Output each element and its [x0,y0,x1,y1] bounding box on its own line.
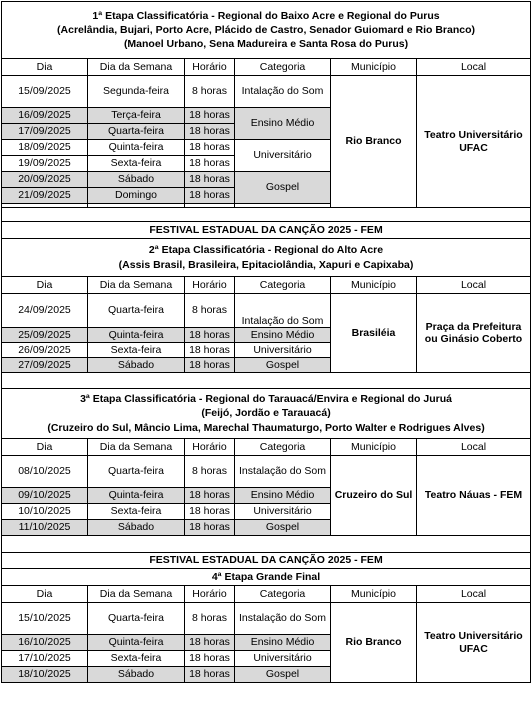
stage2-title-line-1: 2ª Etapa Classificatória - Regional do Alto Acre [148,244,384,257]
cell-horario: 18 horas [185,343,235,358]
cell-semana: Quinta-feira [88,328,185,343]
cell-horario: 18 horas [185,188,235,204]
stage1-title-line-2: (Acrelândia, Bujari, Porto Acre, Plácido de Castro, Senador Guiomard e Rio Branco) [57,23,475,36]
cell-categoria: Gospel [235,667,331,683]
cell-semana: Sábado [88,172,185,188]
header-categoria: Categoria [235,586,331,603]
header-row [2,59,531,76]
header-local: Local [417,277,531,294]
header-dia: Dia [2,586,88,603]
cell-dia: 21/09/2025 [2,188,88,204]
cell-categoria: Universitário [235,651,331,667]
header-local: Local [417,59,531,76]
cell-categoria: Gospel [235,520,331,536]
cell-semana: Quinta-feira [88,635,185,651]
cell-semana: Sábado [88,520,185,536]
cell-categoria: Ensino Médio [235,328,331,343]
cell-semana: Terça-feira [88,108,185,124]
cell-local [417,294,531,373]
cell-categoria: Instalação do Som [235,456,331,488]
cell-dia: 16/09/2025 [2,108,88,124]
cell-semana: Sexta-feira [88,651,185,667]
local-line-1: Praça da Prefeitura [425,320,522,333]
festival-label: FESTIVAL ESTADUAL DA CANÇÃO 2025 - FEM [2,553,531,569]
cell-municipio: Rio Branco [331,76,417,208]
cell-dia: 26/09/2025 [2,343,88,358]
festival-label: FESTIVAL ESTADUAL DA CANÇÃO 2025 - FEM [2,222,531,239]
cell-semana: Quarta-feira [88,124,185,140]
cell-categoria: Gospel [235,172,331,204]
cell-dia: 09/10/2025 [2,488,88,504]
local-line-2: ou Ginásio Coberto [424,333,523,345]
schedule-table [1,1,531,683]
cell-horario: 18 horas [185,358,235,373]
cell-semana: Sábado [88,358,185,373]
cell-dia: 15/10/2025 [2,603,88,635]
cell-local: Teatro Náuas - FEM [417,456,531,536]
cell-horario: 8 horas [185,456,235,488]
cell-semana: Sexta-feira [88,343,185,358]
header-categoria: Categoria [235,277,331,294]
cell-dia: 10/10/2025 [2,504,88,520]
stage1-title-line-3: (Manoel Urbano, Sena Madureira e Santa Rosa do Purus) [123,38,409,51]
cell-dia: 17/10/2025 [2,651,88,667]
cell-semana: Quarta-feira [88,294,185,328]
cell-semana: Sábado [88,667,185,683]
header-dia-semana: Dia da Semana [88,586,185,603]
header-horario: Horário [185,59,235,76]
cell-categoria: Universitário [235,504,331,520]
cell-semana: Segunda-feira [88,76,185,108]
cell-semana: Quarta-feira [88,603,185,635]
stage4-title: 4ª Etapa Grande Final [2,569,531,586]
cell-dia: 17/09/2025 [2,124,88,140]
cell-municipio: Rio Branco [331,603,417,683]
header-dia-semana: Dia da Semana [88,277,185,294]
cell-horario: 18 horas [185,488,235,504]
cell-categoria: Ensino Médio [235,108,331,140]
table-row [2,76,531,108]
cell-categoria: Ensino Médio [235,635,331,651]
header-horario: Horário [185,586,235,603]
gap-row [2,373,531,389]
cell-dia: 24/09/2025 [2,294,88,328]
cell-semana: Quarta-feira [88,456,185,488]
cell-horario: 18 horas [185,156,235,172]
cell-local [417,76,531,208]
cell-horario: 8 horas [185,76,235,108]
cell-categoria: Intalação do Som [235,294,331,328]
cell-semana: Sexta-feira [88,156,185,172]
stage4-title-row [2,569,531,586]
local-line-1: Teatro Universitário [424,630,523,643]
cell-horario: 18 horas [185,635,235,651]
cell-dia: 25/09/2025 [2,328,88,343]
header-municipio: Município [331,439,417,456]
cell-horario: 18 horas [185,172,235,188]
cell-dia: 11/10/2025 [2,520,88,536]
cell-municipio: Brasiléia [331,294,417,373]
header-categoria: Categoria [235,59,331,76]
cell-semana: Domingo [88,188,185,204]
header-horario: Horário [185,439,235,456]
cell-dia: 18/10/2025 [2,667,88,683]
stage3-title-line-1: 3ª Etapa Classificatória - Regional do Tarauacá/Envira e Regional do Juruá [80,393,452,406]
stage1-title-row [2,2,531,59]
local-line-1: Teatro Universitário [424,129,523,142]
cell-semana: Quinta-feira [88,488,185,504]
cell-horario: 18 horas [185,651,235,667]
header-dia-semana: Dia da Semana [88,439,185,456]
header-dia: Dia [2,59,88,76]
header-local: Local [417,439,531,456]
gap-row [2,208,531,222]
cell-local [417,603,531,683]
cell-municipio: Cruzeiro do Sul [331,456,417,536]
cell-dia: 18/09/2025 [2,140,88,156]
header-municipio: Município [331,277,417,294]
header-row [2,586,531,603]
stage3-title-line-3: (Cruzeiro do Sul, Mâncio Lima, Marechal Thaumaturgo, Porto Walter e Rodrigues Alves) [47,421,485,434]
header-row [2,439,531,456]
cell-categoria: Intalação do Som [235,76,331,108]
cell-dia: 16/10/2025 [2,635,88,651]
cell-horario: 8 horas [185,603,235,635]
stage2-title-row [2,239,531,277]
cell-dia: 08/10/2025 [2,456,88,488]
header-dia: Dia [2,439,88,456]
stage1-title-line-1: 1ª Etapa Classificatória - Regional do Baixo Acre e Regional do Purus [92,9,440,22]
cell-semana: Quinta-feira [88,140,185,156]
table-row [2,294,531,328]
header-dia: Dia [2,277,88,294]
cell-horario: 18 horas [185,124,235,140]
stage2-title-line-2: (Assis Brasil, Brasileira, Epitaciolândia, Xapuri e Capixaba) [118,258,414,271]
header-municipio: Município [331,586,417,603]
header-categoria: Categoria [235,439,331,456]
cell-horario: 18 horas [185,108,235,124]
cell-dia: 15/09/2025 [2,76,88,108]
local-line-2: UFAC [459,642,488,655]
cell-categoria: Instalação do Som [235,603,331,635]
gap-row [2,536,531,553]
cell-horario: 18 horas [185,140,235,156]
cell-semana: Sexta-feira [88,504,185,520]
stage3-title-line-2: (Feijó, Jordão e Tarauacá) [201,407,331,420]
festival-row [2,553,531,569]
header-local: Local [417,586,531,603]
cell-dia: 27/09/2025 [2,358,88,373]
table-row [2,456,531,488]
cell-categoria: Universitário [235,343,331,358]
header-dia-semana: Dia da Semana [88,59,185,76]
cell-categoria: Universitário [235,140,331,172]
table-row [2,603,531,635]
cell-horario: 18 horas [185,520,235,536]
cell-categoria: Gospel [235,358,331,373]
cell-dia: 19/09/2025 [2,156,88,172]
stage3-title-row [2,389,531,439]
cell-dia: 20/09/2025 [2,172,88,188]
header-horario: Horário [185,277,235,294]
festival-row [2,222,531,239]
cell-horario: 8 horas [185,294,235,328]
cell-horario: 18 horas [185,328,235,343]
cell-horario: 18 horas [185,667,235,683]
cell-categoria: Ensino Médio [235,488,331,504]
header-municipio: Município [331,59,417,76]
header-row [2,277,531,294]
cell-horario: 18 horas [185,504,235,520]
local-line-2: UFAC [459,141,488,154]
